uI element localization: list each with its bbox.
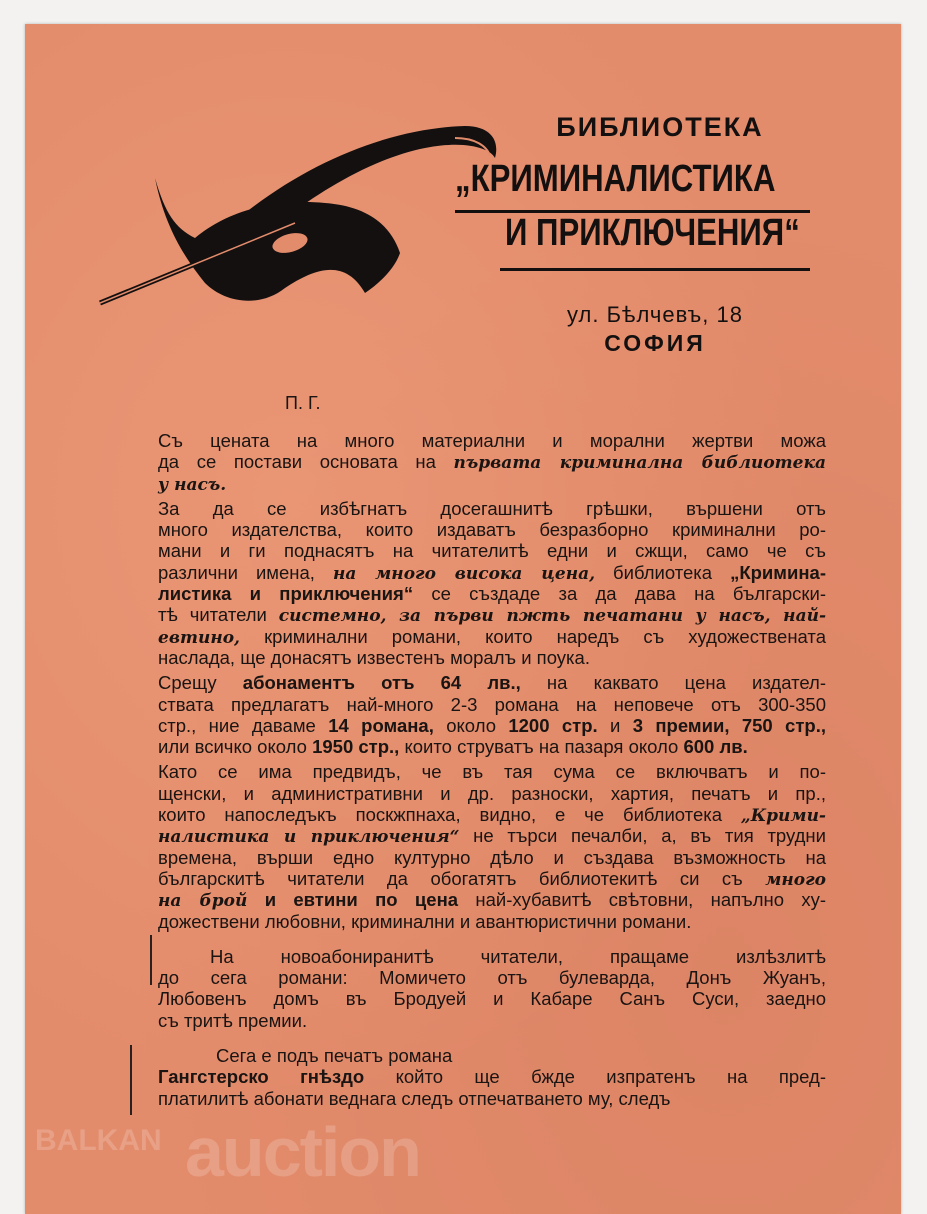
text-segment: до сега романи: Момичето отъ булеварда, Донъ Жуанъ,: [158, 967, 826, 989]
text-line: [158, 1045, 826, 1066]
paragraph: [158, 430, 826, 494]
library-name-line2: И ПРИКЛЮЧЕНИЯ“: [505, 212, 800, 254]
bold-text: 1200 стр.: [508, 714, 598, 736]
text-line: [158, 804, 826, 825]
emphasis-text: на много висока цена,: [332, 563, 596, 584]
text-segment: Сега е подъ печатъ романа: [216, 1045, 453, 1067]
text-line: [158, 540, 826, 561]
text-line: [158, 967, 826, 988]
emphasis-text: на брой: [158, 891, 248, 912]
text-line: [158, 1088, 826, 1109]
text-segment: много издателства, които издаватъ безразборно криминални ро-: [158, 519, 826, 541]
text-segment: мани и ги поднасятъ на читателитѣ едни и сжщи, само че съ: [158, 540, 826, 562]
margin-mark: [130, 1045, 132, 1115]
text-line: [158, 694, 826, 715]
text-segment: да се постави основата на: [158, 451, 454, 473]
emphasis-text: евтино,: [158, 627, 240, 648]
text-line: [158, 473, 826, 494]
text-line: [158, 911, 826, 932]
text-segment: наслада, ще донасятъ известенъ моралъ и поука.: [158, 646, 590, 668]
text-line: [158, 868, 826, 889]
text-segment: тѣ читатели: [158, 604, 279, 626]
emphasis-text: у насъ.: [158, 474, 227, 495]
text-segment: щенски, и административни и др. разноски, хартия, печатъ и пр.,: [158, 782, 826, 804]
paragraph-gap: [158, 932, 826, 946]
text-line: [158, 825, 826, 846]
text-segment: стр., ние даваме: [158, 714, 329, 736]
bold-text: 14 романа,: [328, 714, 434, 736]
bold-text: 600 лв.: [683, 736, 748, 758]
text-line: [158, 988, 826, 1009]
bold-text: абонаментъ отъ 64 лв.,: [242, 672, 521, 694]
emphasis-text: първата криминална библиотека: [453, 453, 826, 474]
watermark-top: BALKAN: [35, 1124, 162, 1157]
mask-and-quill-logo: [95, 118, 515, 318]
margin-mark: [150, 935, 152, 985]
letter-body: [158, 430, 826, 1109]
text-segment: се създаде за да дава на български-: [413, 583, 826, 605]
emphasis-text: много: [765, 869, 826, 890]
paragraph: [158, 761, 826, 931]
text-line: [158, 562, 826, 583]
salutation: П. Г.: [285, 393, 321, 413]
paragraph: [158, 946, 826, 1031]
text-segment: или всичко около: [158, 736, 313, 758]
text-segment: които напоследъкъ поскжпнаха, видно, е че библиотека: [158, 804, 741, 826]
emphasis-text: налистика и приключения“: [158, 827, 460, 848]
text-segment: и: [597, 714, 633, 736]
text-line: [158, 604, 826, 625]
text-line: [158, 626, 826, 647]
city: СОФИЯ: [604, 330, 706, 356]
text-line: [158, 519, 826, 540]
text-line: [158, 430, 826, 451]
text-line: [158, 946, 826, 967]
text-segment: дожествени любовни, криминални и авантюристични романи.: [158, 910, 692, 932]
bold-text: „Кримина-: [730, 561, 826, 583]
paragraph: [158, 672, 826, 757]
text-segment: За да се избѣгнатъ досегашнитѣ грѣшки, вършени отъ: [158, 497, 826, 519]
text-segment: не търси печалби, а, въ тия трудни: [459, 825, 826, 847]
bold-text: 3 премии, 750 стр.,: [632, 714, 826, 736]
text-line: [158, 889, 826, 910]
text-segment: времена, върши едно културно дѣло и създава възможность на: [158, 846, 826, 868]
text-segment: най-хубавитѣ свѣтовни, напълно ху-: [458, 889, 826, 911]
emphasis-text: системно, за първи пжть печатани у насъ, най-: [278, 606, 826, 627]
paragraph: [158, 498, 826, 668]
address: ул. Бѣлчевъ, 18: [567, 302, 743, 327]
text-line: [158, 1010, 826, 1031]
watermark-auction: auction: [185, 1113, 420, 1191]
text-line: [158, 715, 826, 736]
bold-text: и евтини по цена: [247, 889, 459, 911]
library-label: БИБЛИОТЕКА: [556, 112, 764, 142]
text-segment: Като се има предвидъ, че въ тая сума се включватъ и по-: [158, 761, 826, 783]
bold-text: листика и приключения“: [158, 583, 414, 605]
header-divider: [500, 268, 810, 271]
text-segment: На новоабониранитѣ читатели, пращаме излѣзлитѣ: [210, 945, 826, 967]
text-segment: българскитѣ читатели да обогатятъ библиотекитѣ си съ: [158, 867, 766, 889]
text-segment: на каквато цена издател-: [520, 672, 826, 694]
text-segment: които струватъ на пазаря около: [399, 736, 684, 758]
text-segment: Любовенъ домъ въ Бродуей и Кабаре Санъ Суси, заедно: [158, 988, 826, 1010]
text-line: [158, 672, 826, 693]
text-line: [158, 451, 826, 472]
text-segment: платилитѣ абонати веднага следъ отпечатването му, следъ: [158, 1087, 671, 1109]
text-segment: около: [433, 714, 509, 736]
text-line: [158, 647, 826, 668]
text-line: [158, 1066, 826, 1087]
text-segment: ствата предлагатъ най-много 2-3 романа на неповече отъ 300-350: [158, 693, 826, 715]
text-segment: който ще бжде изпратенъ на пред-: [364, 1066, 826, 1088]
text-segment: библиотека: [595, 561, 731, 583]
paragraph: [158, 1045, 826, 1109]
text-line: [158, 783, 826, 804]
text-segment: различни имена,: [158, 561, 333, 583]
paragraph-gap: [158, 1031, 826, 1045]
text-segment: Съ цената на много материални и морални жертви можа: [158, 430, 826, 451]
text-segment: криминални романи, които наредъ съ художествената: [239, 625, 826, 647]
text-line: [158, 761, 826, 782]
text-line: [158, 736, 826, 757]
bold-text: Гангстерско гнѣздо: [158, 1066, 365, 1088]
text-segment: Срещу: [158, 672, 243, 694]
emphasis-text: „Крими-: [740, 806, 826, 827]
text-line: [158, 847, 826, 868]
text-line: [158, 583, 826, 604]
library-name-line1: „КРИМИНАЛИСТИКА: [455, 158, 776, 200]
text-segment: съ тритѣ премии.: [158, 1009, 308, 1031]
bold-text: 1950 стр.,: [312, 736, 400, 758]
text-line: [158, 498, 826, 519]
